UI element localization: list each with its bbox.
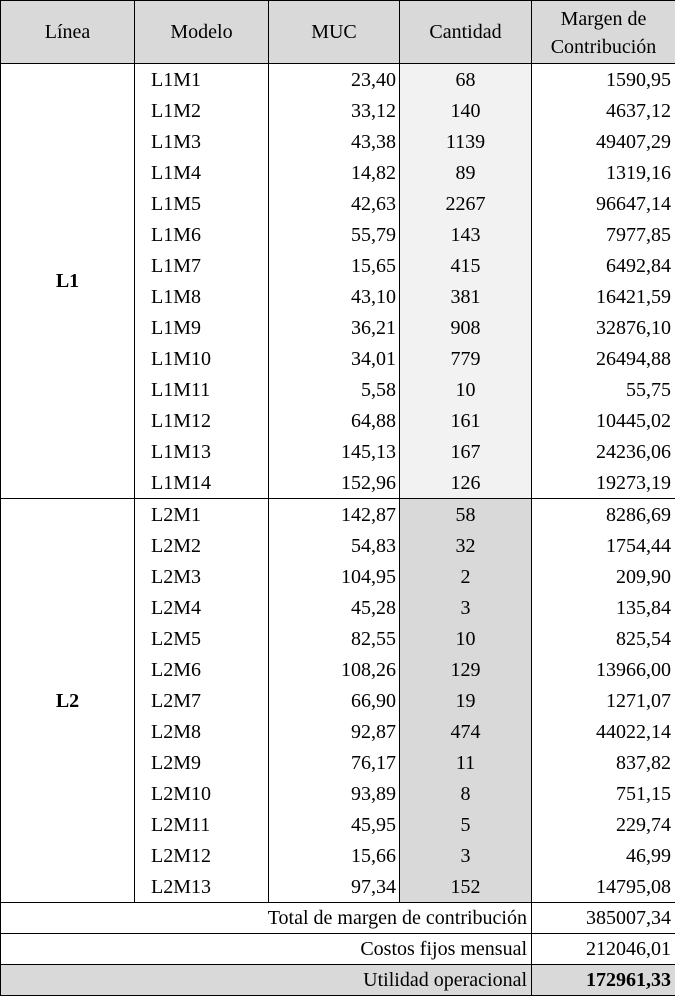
margen-cell: 96647,14: [532, 188, 675, 219]
group-l2: [1, 499, 675, 903]
margen-cell: 209,90: [532, 561, 675, 592]
header-margen-line2: Contribución: [550, 35, 657, 58]
margen-cell: 229,74: [532, 809, 675, 840]
muc-cell: 152,96: [269, 467, 400, 499]
modelo-cell: L1M12: [135, 405, 269, 436]
modelo-cell: L2M2: [135, 530, 269, 561]
margen-cell: 837,82: [532, 747, 675, 778]
modelo-cell: L1M5: [135, 188, 269, 219]
muc-cell: 93,89: [269, 778, 400, 809]
margen-cell: 19273,19: [532, 467, 675, 499]
margen-cell: 13966,00: [532, 654, 675, 685]
total-margin-value: 385007,34: [532, 903, 675, 934]
muc-cell: 97,34: [269, 871, 400, 903]
muc-cell: 82,55: [269, 623, 400, 654]
muc-cell: 33,12: [269, 95, 400, 126]
margen-cell: 24236,06: [532, 436, 675, 467]
header-margen: [532, 1, 675, 64]
muc-cell: 34,01: [269, 343, 400, 374]
muc-cell: 145,13: [269, 436, 400, 467]
muc-cell: 43,10: [269, 281, 400, 312]
cantidad-cell: 779: [400, 343, 532, 374]
margen-cell: 6492,84: [532, 250, 675, 281]
cantidad-cell: 10: [400, 374, 532, 405]
modelo-cell: L1M9: [135, 312, 269, 343]
modelo-cell: L2M13: [135, 871, 269, 903]
margen-cell: 8286,69: [532, 499, 675, 531]
margen-cell: 825,54: [532, 623, 675, 654]
muc-cell: 42,63: [269, 188, 400, 219]
modelo-cell: L2M10: [135, 778, 269, 809]
margen-cell: 16421,59: [532, 281, 675, 312]
header-modelo: Modelo: [135, 1, 269, 64]
modelo-cell: L2M1: [135, 499, 269, 531]
fixed-costs-value: 212046,01: [532, 934, 675, 965]
margen-cell: 49407,29: [532, 126, 675, 157]
muc-cell: 45,95: [269, 809, 400, 840]
modelo-cell: L1M7: [135, 250, 269, 281]
modelo-cell: L1M4: [135, 157, 269, 188]
margen-cell: 1271,07: [532, 685, 675, 716]
muc-cell: 5,58: [269, 374, 400, 405]
header-margen-line1: Margen de: [560, 7, 647, 30]
muc-cell: 15,65: [269, 250, 400, 281]
total-margin-label: Total de margen de contribución: [1, 903, 532, 934]
modelo-cell: L1M2: [135, 95, 269, 126]
margen-cell: 751,15: [532, 778, 675, 809]
modelo-cell: L2M6: [135, 654, 269, 685]
muc-cell: 23,40: [269, 64, 400, 96]
cantidad-cell: 474: [400, 716, 532, 747]
operating-profit-value: 172961,33: [532, 965, 675, 996]
modelo-cell: L1M3: [135, 126, 269, 157]
linea-cell: L2: [1, 499, 135, 903]
cantidad-cell: 129: [400, 654, 532, 685]
modelo-cell: L1M6: [135, 219, 269, 250]
modelo-cell: L2M3: [135, 561, 269, 592]
cantidad-cell: 19: [400, 685, 532, 716]
cantidad-cell: 167: [400, 436, 532, 467]
operating-profit-row: [1, 965, 675, 996]
cantidad-cell: 143: [400, 219, 532, 250]
header-cantidad: Cantidad: [400, 1, 532, 64]
cantidad-cell: 908: [400, 312, 532, 343]
total-margin-row: [1, 903, 675, 934]
muc-cell: 92,87: [269, 716, 400, 747]
margen-cell: 44022,14: [532, 716, 675, 747]
cantidad-cell: 415: [400, 250, 532, 281]
cantidad-cell: 5: [400, 809, 532, 840]
margen-cell: 46,99: [532, 840, 675, 871]
cantidad-cell: 11: [400, 747, 532, 778]
margen-cell: 135,84: [532, 592, 675, 623]
cantidad-cell: 2: [400, 561, 532, 592]
cantidad-cell: 152: [400, 871, 532, 903]
cantidad-cell: 381: [400, 281, 532, 312]
fixed-costs-row: [1, 934, 675, 965]
muc-cell: 55,79: [269, 219, 400, 250]
margen-cell: 26494,88: [532, 343, 675, 374]
muc-cell: 76,17: [269, 747, 400, 778]
cantidad-cell: 10: [400, 623, 532, 654]
muc-cell: 15,66: [269, 840, 400, 871]
group-l1: [1, 64, 675, 499]
margen-cell: 7977,85: [532, 219, 675, 250]
margen-cell: 1754,44: [532, 530, 675, 561]
header-muc: MUC: [269, 1, 400, 64]
muc-cell: 64,88: [269, 405, 400, 436]
muc-cell: 104,95: [269, 561, 400, 592]
muc-cell: 43,38: [269, 126, 400, 157]
table-row: [1, 499, 675, 531]
table-row: [1, 64, 675, 96]
modelo-cell: L2M9: [135, 747, 269, 778]
cantidad-cell: 2267: [400, 188, 532, 219]
modelo-cell: L1M14: [135, 467, 269, 499]
muc-cell: 108,26: [269, 654, 400, 685]
cantidad-cell: 89: [400, 157, 532, 188]
muc-cell: 66,90: [269, 685, 400, 716]
muc-cell: 14,82: [269, 157, 400, 188]
muc-cell: 54,83: [269, 530, 400, 561]
cantidad-cell: 3: [400, 592, 532, 623]
margen-cell: 1319,16: [532, 157, 675, 188]
header-linea: Línea: [1, 1, 135, 64]
modelo-cell: L2M8: [135, 716, 269, 747]
fixed-costs-label: Costos fijos mensual: [1, 934, 532, 965]
cantidad-cell: 68: [400, 64, 532, 96]
modelo-cell: L2M7: [135, 685, 269, 716]
margen-cell: 10445,02: [532, 405, 675, 436]
muc-cell: 142,87: [269, 499, 400, 531]
margen-cell: 32876,10: [532, 312, 675, 343]
modelo-cell: L1M13: [135, 436, 269, 467]
modelo-cell: L2M11: [135, 809, 269, 840]
margen-cell: 1590,95: [532, 64, 675, 96]
cantidad-cell: 140: [400, 95, 532, 126]
cantidad-cell: 58: [400, 499, 532, 531]
cantidad-cell: 32: [400, 530, 532, 561]
cantidad-cell: 161: [400, 405, 532, 436]
muc-cell: 36,21: [269, 312, 400, 343]
muc-cell: 45,28: [269, 592, 400, 623]
margen-cell: 55,75: [532, 374, 675, 405]
cantidad-cell: 1139: [400, 126, 532, 157]
modelo-cell: L2M5: [135, 623, 269, 654]
modelo-cell: L2M12: [135, 840, 269, 871]
modelo-cell: L1M10: [135, 343, 269, 374]
margen-cell: 14795,08: [532, 871, 675, 903]
margen-cell: 4637,12: [532, 95, 675, 126]
cantidad-cell: 8: [400, 778, 532, 809]
linea-cell: L1: [1, 64, 135, 499]
modelo-cell: L1M8: [135, 281, 269, 312]
modelo-cell: L1M11: [135, 374, 269, 405]
header-row: [1, 1, 675, 64]
modelo-cell: L2M4: [135, 592, 269, 623]
modelo-cell: L1M1: [135, 64, 269, 96]
cantidad-cell: 126: [400, 467, 532, 499]
operating-profit-label: Utilidad operacional: [1, 965, 532, 996]
cantidad-cell: 3: [400, 840, 532, 871]
